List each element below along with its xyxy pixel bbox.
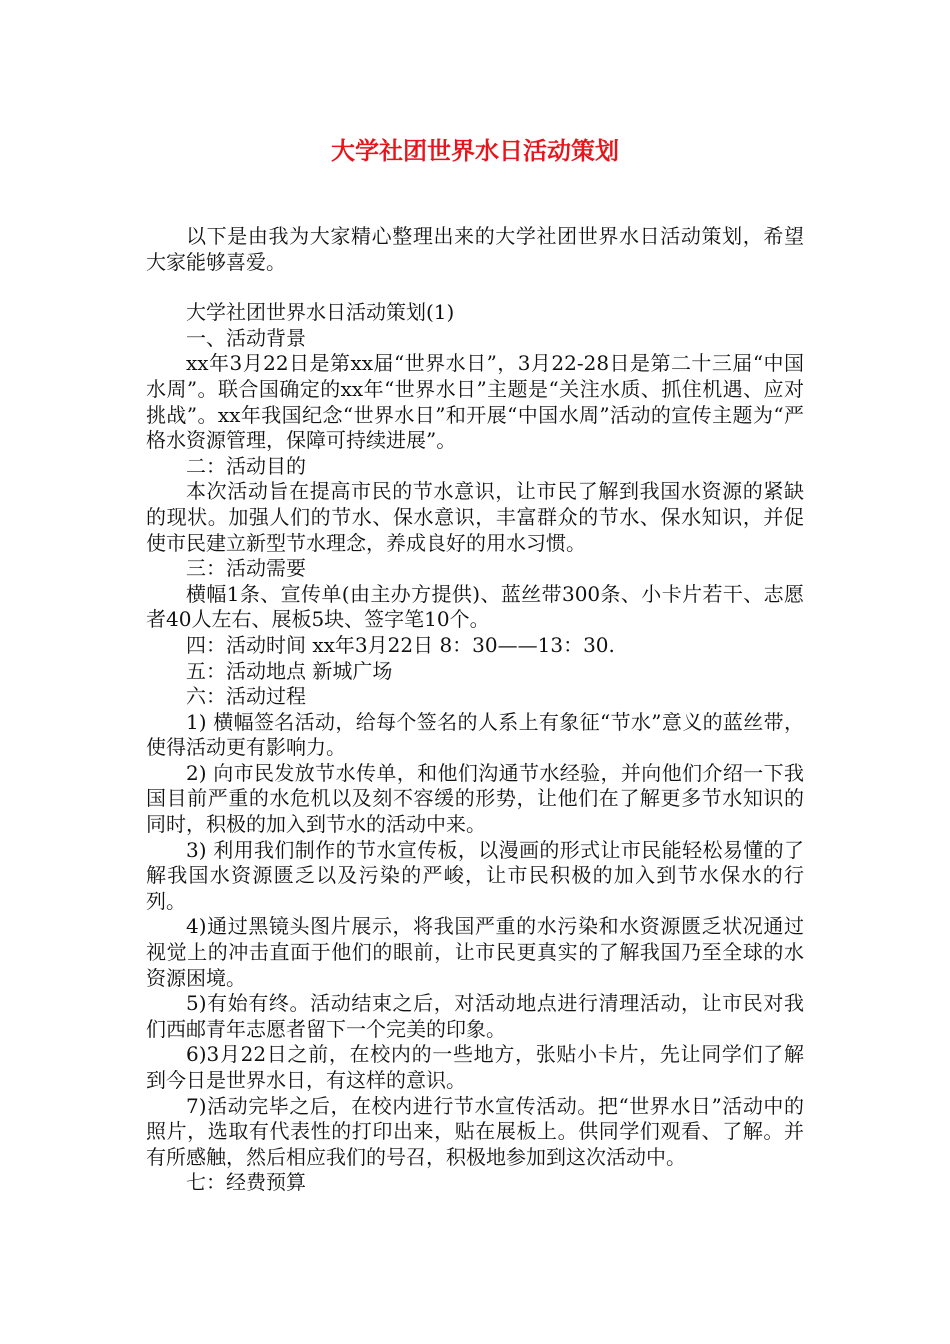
process-item-3: 3) 利用我们制作的节水宣传板，以漫画的形式让市民能轻松易懂的了解我国水资源匮乏以及污染的严峻，让市民积极的加入到节水保水的行列。 bbox=[146, 837, 804, 913]
process-item-7: 7)活动完毕之后，在校内进行节水宣传活动。把“世界水日”活动中的照片，选取有代表性的打印出来，贴在展板上。供同学们观看、了解。并有所感触，然后相应我们的号召，积极地参加到这次活动中。 bbox=[146, 1093, 804, 1169]
line-location: 五：活动地点 新城广场 bbox=[186, 658, 393, 683]
paragraph-needs: 横幅1条、宣传单(由主办方提供)、蓝丝带300条、小卡片若干、志愿者40人左右、展板5块、签字笔10个。 bbox=[146, 581, 804, 632]
section-subtitle: 大学社团世界水日活动策划(1) bbox=[186, 300, 455, 325]
heading-background: 一、活动背景 bbox=[186, 325, 306, 350]
process-item-4: 4)通过黑镜头图片展示，将我国严重的水污染和水资源匮乏状况通过视觉上的冲击直面于他们的眼前，让市民更真实的了解我国乃至全球的水资源困境。 bbox=[146, 914, 804, 990]
paragraph-purpose: 本次活动旨在提高市民的节水意识，让市民了解到我国水资源的紧缺的现状。加强人们的节水、保水意识，丰富群众的节水、保水知识，并促使市民建立新型节水理念，养成良好的用水习惯。 bbox=[146, 479, 804, 555]
paragraph-background: xx年3月22日是第xx届“世界水日”，3月22-28日是第二十三届“中国水周”。联合国确定的xx年“世界水日”主题是“关注水质、抓住机遇、应对挑战”。xx年我国纪念“世界水日”和开展“中国水周”活动的宣传主题为“严格水资源管理，保障可持续进展”。 bbox=[146, 351, 804, 453]
line-time: 四：活动时间 xx年3月22日 8：30——13：30. bbox=[186, 632, 615, 657]
process-item-2: 2) 向市民发放节水传单，和他们沟通节水经验，并向他们介绍一下我国目前严重的水危机以及刻不容缓的形势，让他们在了解更多节水知识的同时，积极的加入到节水的活动中来。 bbox=[146, 760, 804, 837]
document-title: 大学社团世界水日活动策划 bbox=[331, 137, 619, 165]
process-item-5: 5)有始有终。活动结束之后，对活动地点进行清理活动，让市民对我们西邮青年志愿者留下一个完美的印象。 bbox=[146, 991, 804, 1041]
heading-purpose: 二：活动目的 bbox=[186, 453, 306, 478]
document-body bbox=[146, 224, 804, 1196]
heading-budget: 七：经费预算 bbox=[186, 1170, 306, 1195]
heading-process: 六：活动过程 bbox=[186, 684, 306, 709]
heading-needs: 三：活动需要 bbox=[186, 556, 306, 581]
intro-paragraph: 以下是由我为大家精心整理出来的大学社团世界水日活动策划，希望大家能够喜爱。 bbox=[146, 224, 804, 274]
process-item-6: 6)3月22日之前，在校内的一些地方，张贴小卡片，先让同学们了解到今日是世界水日，有这样的意识。 bbox=[146, 1042, 804, 1092]
process-item-1: 1) 横幅签名活动，给每个签名的人系上有象征“节水”意义的蓝丝带，使得活动更有影响力。 bbox=[146, 709, 804, 760]
